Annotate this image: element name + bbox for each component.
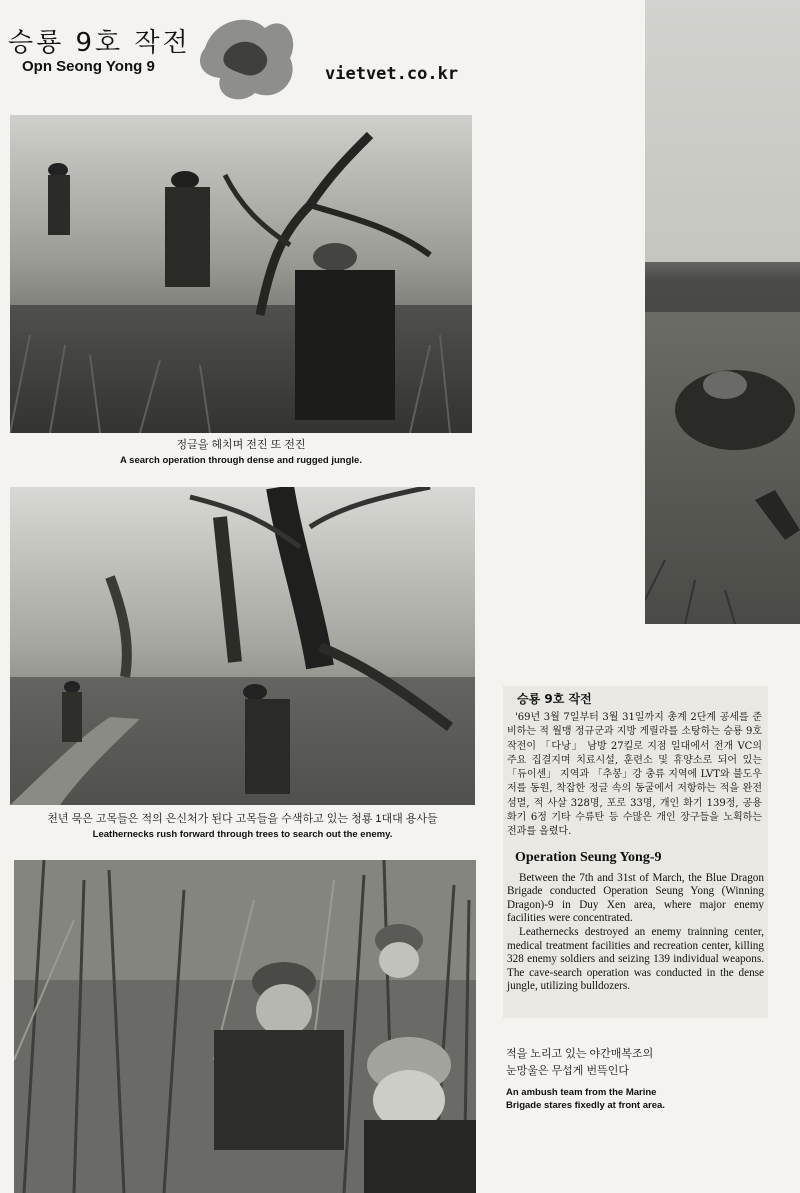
photo-prone-soldier xyxy=(645,0,800,624)
article-body-english xyxy=(507,872,764,994)
page-title-korean: 승룡 9호 작전 xyxy=(8,28,191,58)
photo3-caption xyxy=(506,1046,736,1112)
article-text-box xyxy=(503,686,768,1018)
article-heading-english: Operation Seung Yong-9 xyxy=(515,849,662,865)
photo1-caption-korean: 정글을 헤치며 전진 또 전진 xyxy=(176,439,306,451)
article-heading-korean: 승룡 9호 작전 xyxy=(517,692,592,706)
article-paragraph: Leathernecks destroyed an enemy trainning center, medical treatment facilities and recreation center, killing 328 enemy soldiers and seizing 139 individual weapons. The cave-search operation was conducted in the dense jungle, utilizing bulldozers. xyxy=(507,926,764,993)
photo3-caption-korean-line1: 적을 노리고 있는 야간매복조의 xyxy=(506,1048,654,1060)
photo1-caption-english: A search operation through dense and rugged jungle. xyxy=(120,455,362,466)
article-body-korean: '69년 3월 7일부터 3월 31일까지 총계 2단계 공세를 준비하는 적 월맹 정규군과 지방 게릴라를 소탕하는 승룡 9호 작전이 「다낭」 남방 27킬로 지점 일대에서 전개 VC의 주요 집결지며 치료시설, 훈련소 및 휴양소로 되어 있는 「듀이센」 지역과 「추봉」강 충류 지역에 LVT와 불도우저를 동원, 착잡한 정글 속의 동굴에서 저항하는 적을 완전 섬멸, 적 사살 328명, 포로 33명, 개인 화기 139정, 공용 화기 6정 기타 수류탄 등 수많은 개인 장구들을 노획하는 전과를 올렸다. xyxy=(507,712,762,838)
photo3-caption-english-line2: Brigade stares fixedly at front area. xyxy=(506,1100,665,1111)
ink-splash-icon xyxy=(195,8,305,106)
photo2-caption-english: Leathernecks rush forward through trees to search out the enemy. xyxy=(92,829,393,840)
website-watermark: vietvet.co.kr xyxy=(325,64,459,84)
page-title-english: Opn Seong Yong 9 xyxy=(22,58,155,75)
photo-marines-trees xyxy=(10,487,475,805)
photo-jungle-search xyxy=(10,115,472,433)
photo3-caption-english-line1: An ambush team from the Marine xyxy=(506,1087,657,1098)
article-paragraph: Between the 7th and 31st of March, the Blue Dragon Brigade conducted Operation Seung Yong (Winning Dragon)-9 in Duy Xen area, where major enemy facilities were concentrated. xyxy=(507,871,764,925)
photo-ambush-team xyxy=(14,860,476,1193)
photo2-caption-korean: 천년 묵은 고목들은 적의 은신처가 된다 고목들을 수색하고 있는 청룡 1대대 용사들 xyxy=(47,813,438,825)
photo3-caption-korean-line2: 눈망울은 무섭게 번뜩인다 xyxy=(506,1065,629,1077)
